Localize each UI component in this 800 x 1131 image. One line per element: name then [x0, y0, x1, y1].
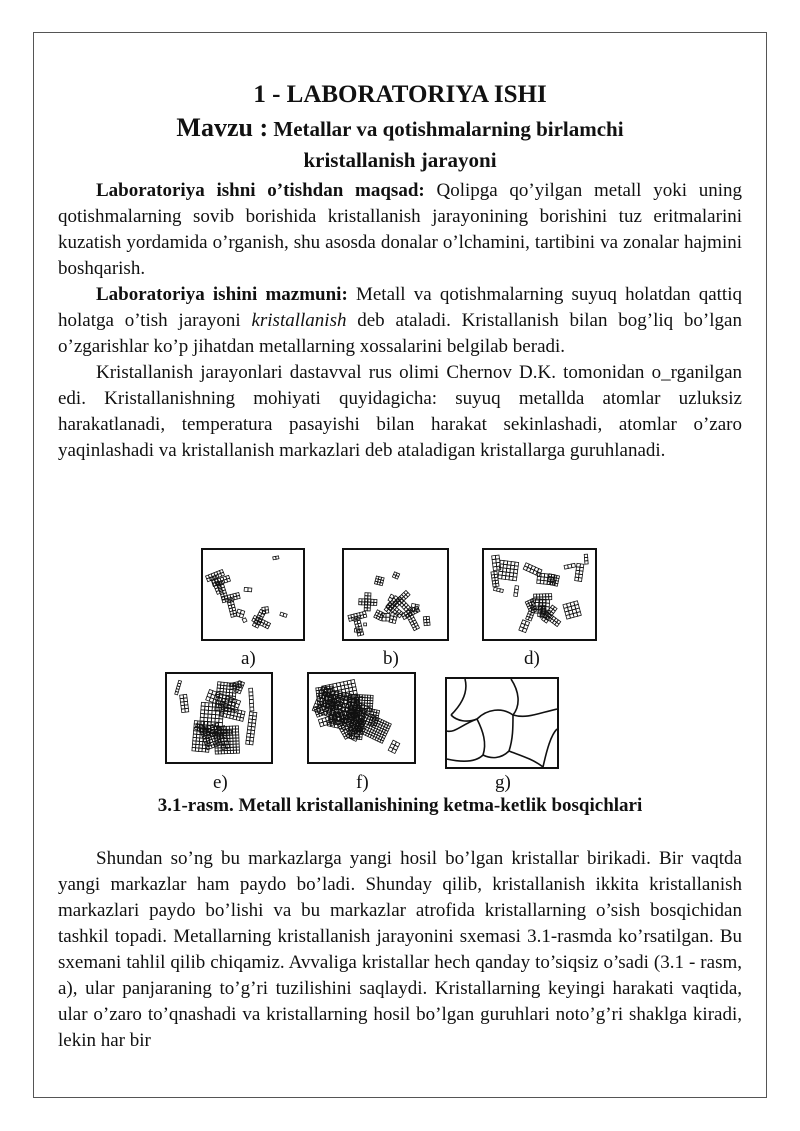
crystal-grain-icon — [273, 556, 279, 560]
content-italic-term: kristallanish — [251, 310, 347, 331]
paragraph-purpose — [58, 178, 742, 282]
figure-panel-f — [307, 672, 416, 764]
crystal-grain-icon — [514, 586, 519, 597]
paragraph-explanation: Shundan so’ng bu markazlarga yangi hosil bo’lgan kristallar birikadi. Bir vaqtda yangi markazlar ham paydo bo’ladi. Shunday qilib, kristallanish ikkita kristallanish markazlari paydo bo’lishi va bu markazlar atrofida kristallarning o’sish bosqichidan tashkil topadi. Metallarning kristallanish jarayonini sxemasi 3.1-rasmda ko’rsatilgan. Bu sxemani tahlil qilib chiqamiz. Avvaliga kristallar hech qanday to’siqsiz o’sadi (3.1 - rasm, a), ular panjaraning to’g’ri tuzilishini saqlaydi. Kristallarning keyingi harakati vaqtida, ular o’zaro to’qnashadi va kristallarning hosil bo’lgan guruhlari noto’g’ri shaklga kiradi, lekin har bir — [58, 848, 742, 1051]
crystal-grain-icon — [388, 740, 400, 753]
crystal-grain-icon — [235, 681, 245, 694]
page-title: 1 - LABORATORIYA ISHI — [253, 81, 547, 108]
crystal-grain-icon — [175, 680, 182, 695]
crystal-grain-icon — [244, 587, 252, 591]
subtitle — [58, 112, 742, 176]
figure-label-g: g) — [495, 772, 511, 793]
crystal-grain-icon — [575, 563, 584, 581]
crystal-grain-icon — [491, 571, 499, 587]
figure-label-b: b) — [383, 648, 399, 669]
crystal-grain-icon — [348, 611, 367, 621]
crystal-grain-icon — [364, 623, 367, 626]
subtitle-line2: kristallanish jarayoni — [303, 148, 497, 172]
figure-panel-e — [165, 672, 273, 764]
content-heading: Laboratoriya ishini mazmuni: — [96, 284, 348, 305]
crystal-grain-icon — [229, 681, 242, 689]
figure-panel-a — [201, 548, 305, 641]
content-text-a: Metall va qotishmalarning suyuq holatdan qattiq holatga o’tish jarayoni — [58, 284, 742, 331]
figure-label-a: a) — [241, 648, 256, 669]
figure-caption: 3.1-rasm. Metall kristallanishining ketma-ketlik bosqichlari — [157, 795, 643, 816]
crystal-grain-icon — [262, 607, 269, 614]
document-body — [58, 78, 742, 464]
figure-panel-b — [342, 548, 449, 641]
subtitle-line1: Metallar va qotishmalarning birlamchi — [273, 117, 624, 141]
content-text-b: deb ataladi. Kristallanish bilan bog’liq bo’lgan o’zgarishlar ko’p jihatdan metallarning xossalarini belgilab beradi. — [58, 310, 742, 357]
crystal-grain-icon — [359, 599, 377, 606]
crystal-grain-icon — [389, 612, 398, 623]
document-body-continued — [58, 846, 742, 1054]
crystal-grain-icon — [249, 688, 254, 711]
crystal-grain-icon — [564, 563, 575, 569]
subtitle-prefix: Mavzu : — [176, 113, 269, 142]
crystal-grain-icon — [382, 613, 390, 621]
crystal-grain-icon — [374, 610, 385, 621]
crystal-grain-icon — [584, 554, 588, 564]
crystal-grain-icon — [221, 593, 240, 603]
figure-panel-d — [482, 548, 597, 641]
purpose-text: Qolipga qo’yilgan metall yoki uning qotishmalarning sovib borishida kristallanish jarayonining borishini tuz eritmalarini kuzatish yordamida o’rganish, shu asosda donalar o’lchamini, tartibini va zonalar hajmini boshqarish. — [58, 180, 742, 279]
crystal-grain-icon — [423, 616, 430, 625]
figure-label-d: d) — [524, 648, 540, 669]
figure-panel-g — [445, 677, 559, 769]
crystal-grain-icon — [280, 612, 287, 617]
crystal-grain-icon — [526, 611, 535, 621]
crystal-grain-icon — [523, 563, 542, 577]
figure-label-e: e) — [213, 772, 228, 793]
crystal-grain-icon — [392, 572, 399, 579]
crystal-grain-icon — [374, 576, 384, 586]
crystal-grain-icon — [236, 609, 245, 618]
figure-label-f: f) — [356, 772, 369, 793]
crystal-grain-icon — [519, 620, 530, 633]
paragraph-content — [58, 282, 742, 360]
crystal-grain-icon — [493, 587, 503, 592]
crystal-grain-icon — [180, 694, 189, 712]
grain-boundaries-icon — [447, 679, 557, 767]
crystal-grain-icon — [246, 712, 257, 745]
crystal-grain-icon — [242, 618, 247, 623]
paragraph-history: Kristallanish jarayonlari dastavval rus olimi Chernov D.K. tomonidan o_rganilgan edi. Kristallanishning mohiyati quyidagicha: suyuq metallda atomlar uzluksiz harakatlanadi, temperatura pasayishi bilan harakat sekinlashadi, atomlar o’zaro yaqinlashadi va kristallanish markazlari deb ataladigan kristallarga guruhlanadi. — [58, 362, 742, 461]
crystal-grain-icon — [563, 601, 581, 619]
purpose-heading: Laboratoriya ishni o’tishdan maqsad: — [96, 180, 425, 201]
crystal-grain-icon — [498, 560, 519, 581]
